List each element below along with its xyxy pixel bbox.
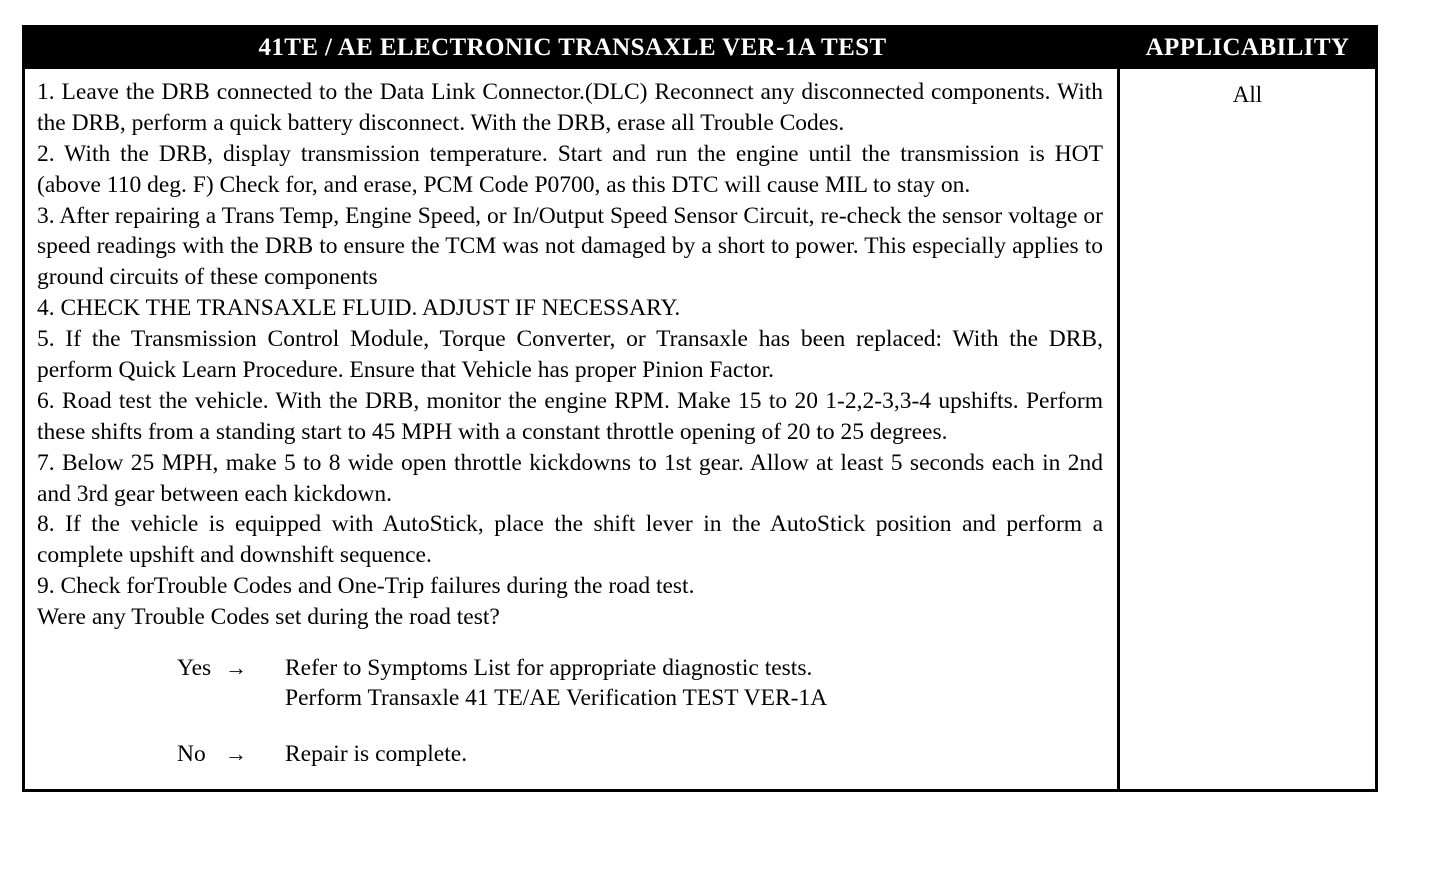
test-steps-cell	[25, 69, 1120, 789]
test-question: Were any Trouble Codes set during the road test?	[37, 604, 500, 631]
applicability-header: APPLICABILITY	[1145, 34, 1350, 61]
arrow-right-icon: →	[225, 741, 247, 767]
test-step: 6. Road test the vehicle. With the DRB, monitor the engine RPM. Make 15 to 20 1-2,2-3,3-4 upshifts. Perform these shifts from a standing start to 45 MPH with a constant throttle opening of 20 to 25 degrees.	[37, 387, 1103, 445]
test-step: 5. If the Transmission Control Module, Torque Converter, or Transaxle has been replaced: With the DRB, perform Quick Learn Procedure. Ensure that Vehicle has proper Pinion Factor.	[37, 326, 1103, 384]
arrow-right-icon: →	[225, 655, 247, 681]
test-step: 7. Below 25 MPH, make 5 to 8 wide open throttle kickdowns to 1st gear. Allow at least 5 seconds each in 2nd and 3rd gear between each kickdown.	[37, 449, 1103, 507]
answer-text: Repair is complete.	[285, 741, 468, 768]
answer-label: No	[177, 741, 206, 768]
test-step: 1. Leave the DRB connected to the Data Link Connector.(DLC) Reconnect any disconnected components. With the DRB, perform a quick battery disconnect. With the DRB, erase all Trouble Codes.	[37, 79, 1103, 136]
diagnostic-test-table	[22, 25, 1378, 792]
test-step: 4. CHECK THE TRANSAXLE FLUID. ADJUST IF NECESSARY.	[37, 295, 681, 322]
applicability-cell	[1120, 69, 1375, 789]
test-step: 9. Check forTrouble Codes and One-Trip failures during the road test.	[37, 573, 695, 600]
answer-text-line-1: Refer to Symptoms List for appropriate diagnostic tests.	[285, 655, 813, 682]
answer-text	[285, 653, 1103, 713]
answer-branch-yes	[177, 653, 1103, 713]
answer-branch-no	[177, 739, 1103, 769]
table-header-row	[25, 28, 1375, 69]
table-body-row	[25, 69, 1375, 789]
test-step: 3. After repairing a Trans Temp, Engine Speed, or In/Output Speed Sensor Circuit, re-check the sensor voltage or speed readings with the DRB to ensure the TCM was not damaged by a short to power. This especially applies to ground circuits of these components	[37, 202, 1103, 291]
answer-branches	[37, 653, 1103, 769]
test-step: 2. With the DRB, display transmission temperature. Start and run the engine until the transmission is HOT (above 110 deg. F) Check for, and erase, PCM Code P0700, as this DTC will cause MIL to stay on.	[37, 140, 1103, 198]
test-step: 8. If the vehicle is equipped with AutoStick, place the shift lever in the AutoStick position and perform a complete upshift and downshift sequence.	[37, 511, 1103, 569]
answer-text-line-2: Perform Transaxle 41 TE/AE Verification TEST VER-1A	[285, 685, 828, 712]
table-title: 41TE / AE ELECTRONIC TRANSAXLE VER-1A TEST	[258, 34, 887, 61]
answer-label: Yes	[177, 655, 212, 682]
applicability-value: All	[1232, 82, 1263, 107]
